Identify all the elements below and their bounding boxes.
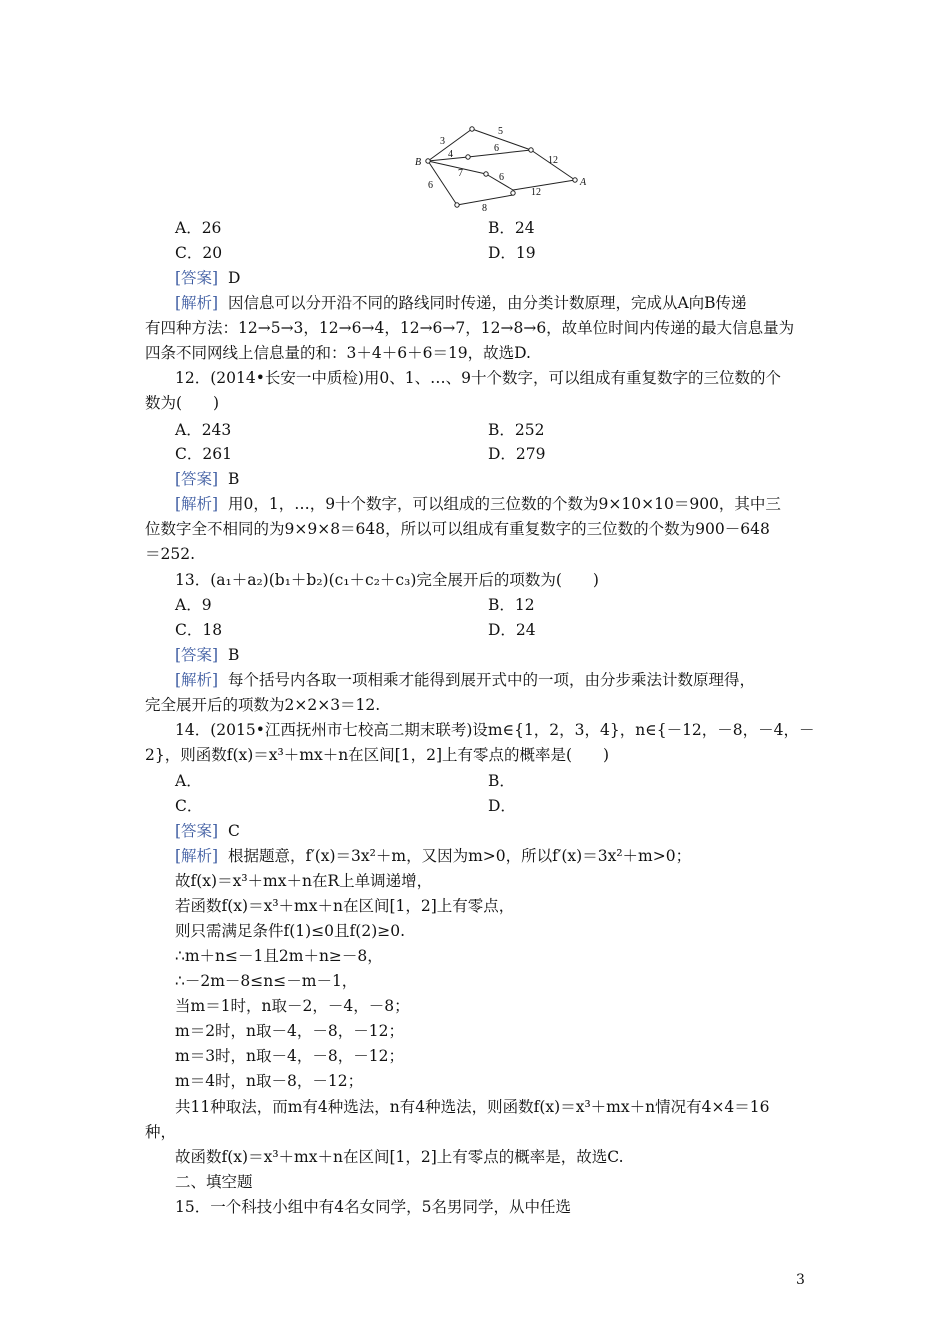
page-number: 3 bbox=[796, 1272, 805, 1288]
q12-option-a: A．243 bbox=[175, 421, 232, 439]
analysis-tag: [解析] bbox=[175, 294, 219, 312]
q12-analysis-line1 bbox=[175, 494, 781, 514]
q13-analysis-line2: 完全展开后的项数为2×2×3＝12. bbox=[145, 696, 381, 714]
q14-option-c: C． bbox=[175, 797, 203, 815]
analysis-text: 因信息可以分开沿不同的路线同时传递，由分类计数原理，完成从A向B传递 bbox=[227, 294, 747, 312]
q14-option-b: B． bbox=[488, 772, 515, 790]
node-bottom bbox=[455, 203, 459, 207]
q14-analysis-line3: 若函数f(x)＝x³＋mx＋n在区间[1，2]上有零点， bbox=[175, 897, 515, 915]
q13-option-a: A．9 bbox=[175, 596, 212, 614]
q12-option-c: C．261 bbox=[175, 445, 232, 463]
q14-analysis-line6: ∴－2m－8≤n≤－m－1， bbox=[175, 972, 358, 990]
edge-label-12a: 12 bbox=[548, 155, 558, 166]
q14-option-d: D． bbox=[488, 797, 516, 815]
q13-stem: 13．(a₁＋a₂)(b₁＋b₂)(c₁＋c₂＋c₃)完全展开后的项数为( ) bbox=[175, 571, 599, 589]
q13-analysis-line1 bbox=[175, 670, 755, 690]
q11-analysis-line3: 四条不同网线上信息量的和：3＋4＋6＋6＝19，故选D. bbox=[145, 344, 531, 362]
q15-stem: 15．一个科技小组中有4名女同学，5名男同学，从中任选 bbox=[175, 1198, 571, 1216]
q14-analysis-line7: 当m＝1时，n取－2，－4，－8； bbox=[175, 997, 410, 1015]
answer-tag: [答案] bbox=[175, 470, 219, 488]
node-n1 bbox=[466, 155, 470, 159]
q14-option-a: A． bbox=[175, 772, 202, 790]
q14-analysis-line2: 故f(x)＝x³＋mx＋n在R上单调递增， bbox=[175, 872, 433, 890]
node-top bbox=[470, 127, 474, 131]
q13-option-b: B．12 bbox=[488, 596, 535, 614]
node-n3 bbox=[511, 191, 515, 195]
node-a bbox=[573, 178, 577, 182]
node-b bbox=[426, 159, 430, 163]
q14-analysis-line5: ∴m＋n≤－1且2m＋n≥－8， bbox=[175, 947, 383, 965]
q14-stem-line1: 14．(2015•江西抚州市七校高二期末联考)设m∈{1，2，3，4}，n∈{－12，－8，－4，－ bbox=[175, 721, 815, 739]
edge-label-4: 4 bbox=[448, 149, 453, 160]
answer-tag: [答案] bbox=[175, 269, 219, 287]
q12-analysis-line3: ＝252. bbox=[145, 545, 196, 563]
answer-value: B bbox=[227, 470, 240, 488]
answer-value: D bbox=[227, 269, 241, 287]
q14-stem-line2: 2}，则函数f(x)＝x³＋mx＋n在区间[1，2]上有零点的概率是( ) bbox=[145, 746, 610, 764]
q11-analysis-line1 bbox=[175, 293, 747, 313]
q14-analysis-line12: 种， bbox=[145, 1123, 177, 1141]
q12-option-d: D．279 bbox=[488, 445, 546, 463]
q12-option-b: B．252 bbox=[488, 421, 545, 439]
q13-option-c: C．18 bbox=[175, 621, 223, 639]
q14-analysis-line9: m＝3时，n取－4，－8，－12； bbox=[175, 1047, 404, 1065]
answer-value: C bbox=[227, 822, 240, 840]
network-diagram bbox=[410, 118, 590, 218]
edge-label-12b: 12 bbox=[531, 187, 541, 198]
edge-b-n2 bbox=[428, 161, 486, 174]
q14-analysis-line4: 则只需满足条件f(1)≤0且f(2)≥0. bbox=[175, 922, 406, 940]
q11-option-b: B．24 bbox=[488, 219, 535, 237]
answer-value: B bbox=[227, 646, 240, 664]
q12-stem-line1: 12．(2014•长安一中质检)用0、1、…、9十个数字，可以组成有重复数字的三位数的个 bbox=[175, 369, 781, 387]
answer-tag: [答案] bbox=[175, 646, 219, 664]
q13-answer bbox=[175, 645, 239, 665]
q14-answer bbox=[175, 821, 240, 841]
analysis-tag: [解析] bbox=[175, 671, 219, 689]
edge-label-8: 8 bbox=[482, 203, 487, 214]
answer-tag: [答案] bbox=[175, 822, 219, 840]
analysis-text: 用0，1，…，9十个数字，可以组成的三位数的个数为9×10×10＝900，其中三 bbox=[227, 495, 781, 513]
q14-analysis-line11: 共11种取法，而m有4种选法，n有4种选法，则函数f(x)＝x³＋mx＋n情况有4×4＝16 bbox=[175, 1098, 770, 1116]
edge-label-7: 7 bbox=[458, 168, 463, 179]
section-heading-fill-in: 二、填空题 bbox=[175, 1173, 253, 1191]
q11-option-a: A．26 bbox=[175, 219, 222, 237]
analysis-tag: [解析] bbox=[175, 847, 219, 865]
q12-answer bbox=[175, 469, 239, 489]
q12-analysis-line2: 位数字全不相同的为9×9×8＝648，所以可以组成有重复数字的三位数的个数为900－648 bbox=[145, 520, 770, 538]
analysis-text: 根据题意，f′(x)＝3x²＋m，又因为m>0，所以f′(x)＝3x²＋m>0； bbox=[227, 847, 692, 865]
q11-option-c: C．20 bbox=[175, 244, 223, 262]
edge-label-6c: 6 bbox=[428, 180, 433, 191]
edge-label-5: 5 bbox=[498, 126, 503, 137]
q11-answer bbox=[175, 268, 240, 288]
edge-label-6a: 6 bbox=[494, 143, 499, 154]
node-mid bbox=[529, 148, 533, 152]
edge-n1-mid bbox=[468, 150, 531, 157]
q11-option-d: D．19 bbox=[488, 244, 536, 262]
q14-analysis-line1 bbox=[175, 846, 691, 866]
q11-analysis-line2: 有四种方法：12→5→3，12→6→4，12→6→7，12→8→6，故单位时间内传递的最大信息量为 bbox=[145, 319, 795, 337]
q12-stem-line2: 数为( ) bbox=[145, 394, 220, 412]
q14-analysis-line8: m＝2时，n取－4，－8，－12； bbox=[175, 1022, 404, 1040]
edge-label-3: 3 bbox=[440, 136, 445, 147]
edge-n3-a bbox=[513, 180, 575, 190]
analysis-tag: [解析] bbox=[175, 495, 219, 513]
q13-option-d: D．24 bbox=[488, 621, 536, 639]
node-label-b: B bbox=[415, 157, 422, 168]
node-n2 bbox=[484, 172, 488, 176]
edge-label-6b: 6 bbox=[499, 172, 504, 183]
q14-analysis-line10: m＝4时，n取－8，－12； bbox=[175, 1072, 364, 1090]
analysis-text: 每个括号内各取一项相乘才能得到展开式中的一项，由分步乘法计数原理得， bbox=[227, 671, 755, 689]
node-label-a: A bbox=[580, 177, 587, 188]
q14-analysis-line13: 故函数f(x)＝x³＋mx＋n在区间[1，2]上有零点的概率是，故选C. bbox=[175, 1148, 624, 1166]
